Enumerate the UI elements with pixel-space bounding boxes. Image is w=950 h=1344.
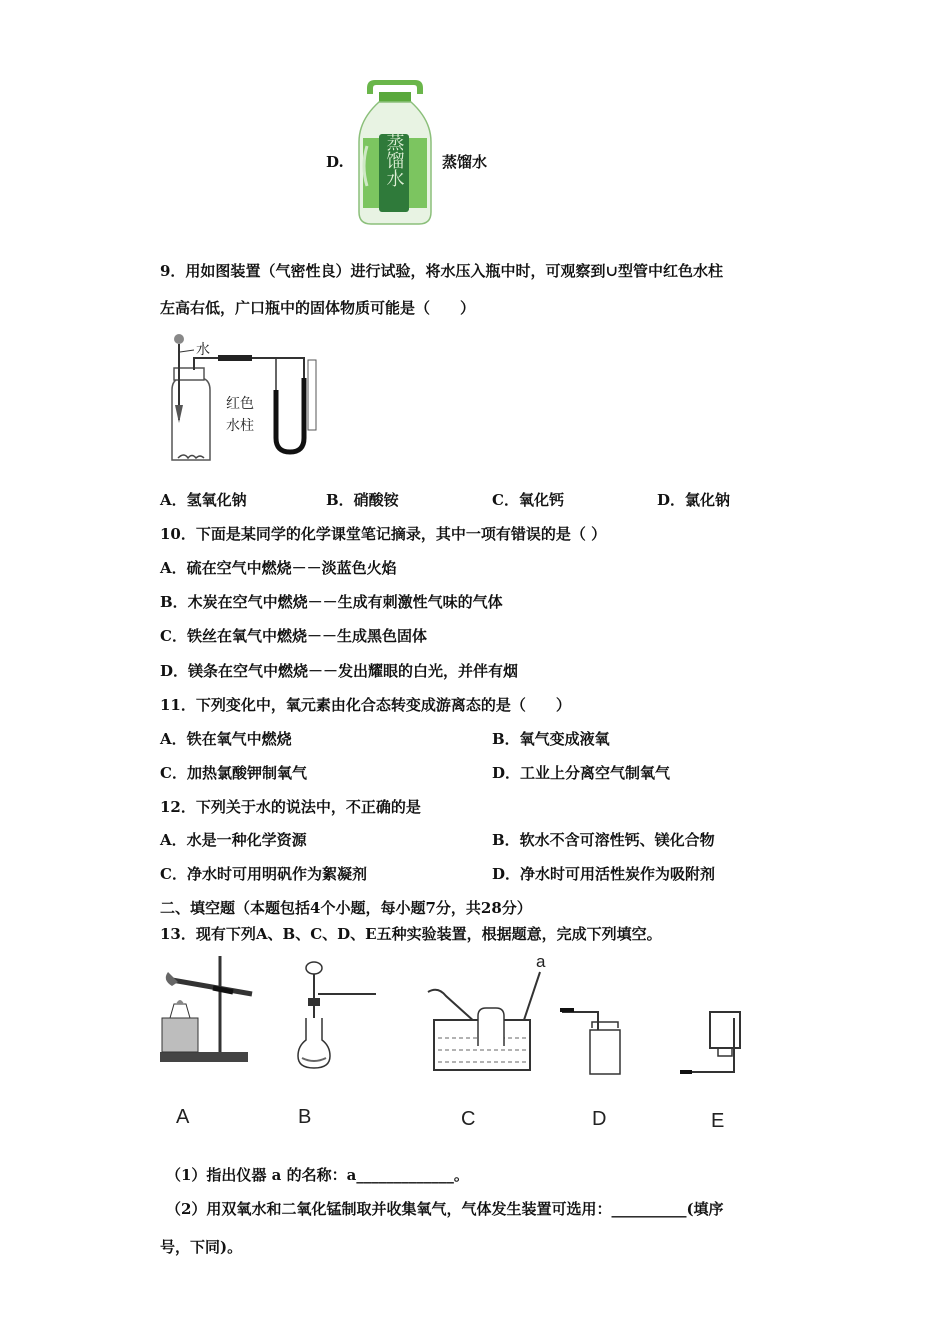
q10-option-c: C．铁丝在氧气中燃烧－－生成黑色固体 — [160, 627, 427, 645]
q9-option-b: B．硝酸铵 — [326, 491, 399, 509]
section-2-title: 二、填空题（本题包括4个小题，每小题7分，共28分） — [160, 899, 532, 917]
q9-option-d: D．氯化钠 — [657, 491, 731, 509]
q12-option-d: D．净水时可用活性炭作为吸附剂 — [492, 865, 716, 883]
apparatus-label-c: C — [461, 1108, 476, 1130]
q10-option-b: B．木炭在空气中燃烧－－生成有刺激性气味的气体 — [160, 593, 503, 611]
apparatus-c-figure — [420, 970, 546, 1074]
q9-red-label-2: 水柱 — [226, 418, 254, 434]
q9-stem-line2: 左高右低，广口瓶中的固体物质可能是（ ） — [160, 299, 476, 317]
q9-option-c: C．氧化钙 — [492, 491, 564, 509]
q13-sub1: （1）指出仪器 a 的名称：a_____________。 — [166, 1166, 469, 1184]
bottle-label: 蒸馏水 — [383, 133, 405, 187]
q13-sub2-cont: 号，下同)。 — [160, 1238, 243, 1256]
apparatus-label-e: E — [711, 1110, 725, 1132]
q11-option-c: C．加热氯酸钾制氧气 — [160, 764, 307, 782]
q13-stem: 13．现有下列A、B、C、D、E五种实验装置，根据题意，完成下列填空。 — [160, 925, 662, 943]
apparatus-label-b: B — [298, 1106, 312, 1128]
q12-option-c: C．净水时可用明矾作为絮凝剂 — [160, 865, 367, 883]
apparatus-d-figure — [558, 1006, 628, 1078]
option-d-letter: D. — [326, 153, 344, 171]
q10-stem: 10．下面是某同学的化学课堂笔记摘录，其中一项有错误的是（ ） — [160, 525, 607, 543]
q10-option-d: D．镁条在空气中燃烧－－发出耀眼的白光，并伴有烟 — [160, 662, 519, 680]
instrument-a-label: a — [536, 952, 546, 971]
q11-option-d: D．工业上分离空气制氧气 — [492, 764, 671, 782]
distilled-water-bottle-image — [355, 76, 435, 228]
apparatus-label-d: D — [592, 1108, 607, 1130]
q12-option-a: A．水是一种化学资源 — [160, 831, 307, 849]
apparatus-a-figure — [158, 952, 264, 1067]
q11-option-b: B．氧气变成液氧 — [492, 730, 610, 748]
q13-sub2: （2）用双氧水和二氧化锰制取并收集氧气，气体发生装置可选用：__________(填序 — [166, 1200, 724, 1218]
option-d-label: 蒸馏水 — [442, 153, 488, 171]
apparatus-b-figure — [296, 958, 380, 1070]
apparatus-label-a: A — [176, 1106, 190, 1128]
q9-stem-line1: 9．用如图装置（气密性良）进行试验，将水压入瓶中时，可观察到∪型管中红色水柱 — [160, 262, 724, 280]
q9-red-label-1: 红色 — [226, 396, 254, 412]
q10-option-a: A．硫在空气中燃烧－－淡蓝色火焰 — [160, 559, 397, 577]
q11-option-a: A．铁在氧气中燃烧 — [160, 730, 292, 748]
q9-apparatus-figure — [158, 330, 328, 468]
q12-option-b: B．软水不含可溶性钙、镁化合物 — [492, 831, 715, 849]
q9-option-a: A．氢氧化钠 — [160, 491, 247, 509]
q9-water-label: 水 — [196, 342, 210, 358]
q12-stem: 12．下列关于水的说法中，不正确的是 — [160, 798, 421, 816]
q11-stem: 11．下列变化中，氧元素由化合态转变成游离态的是（ ） — [160, 696, 571, 714]
apparatus-e-figure — [678, 1006, 754, 1080]
